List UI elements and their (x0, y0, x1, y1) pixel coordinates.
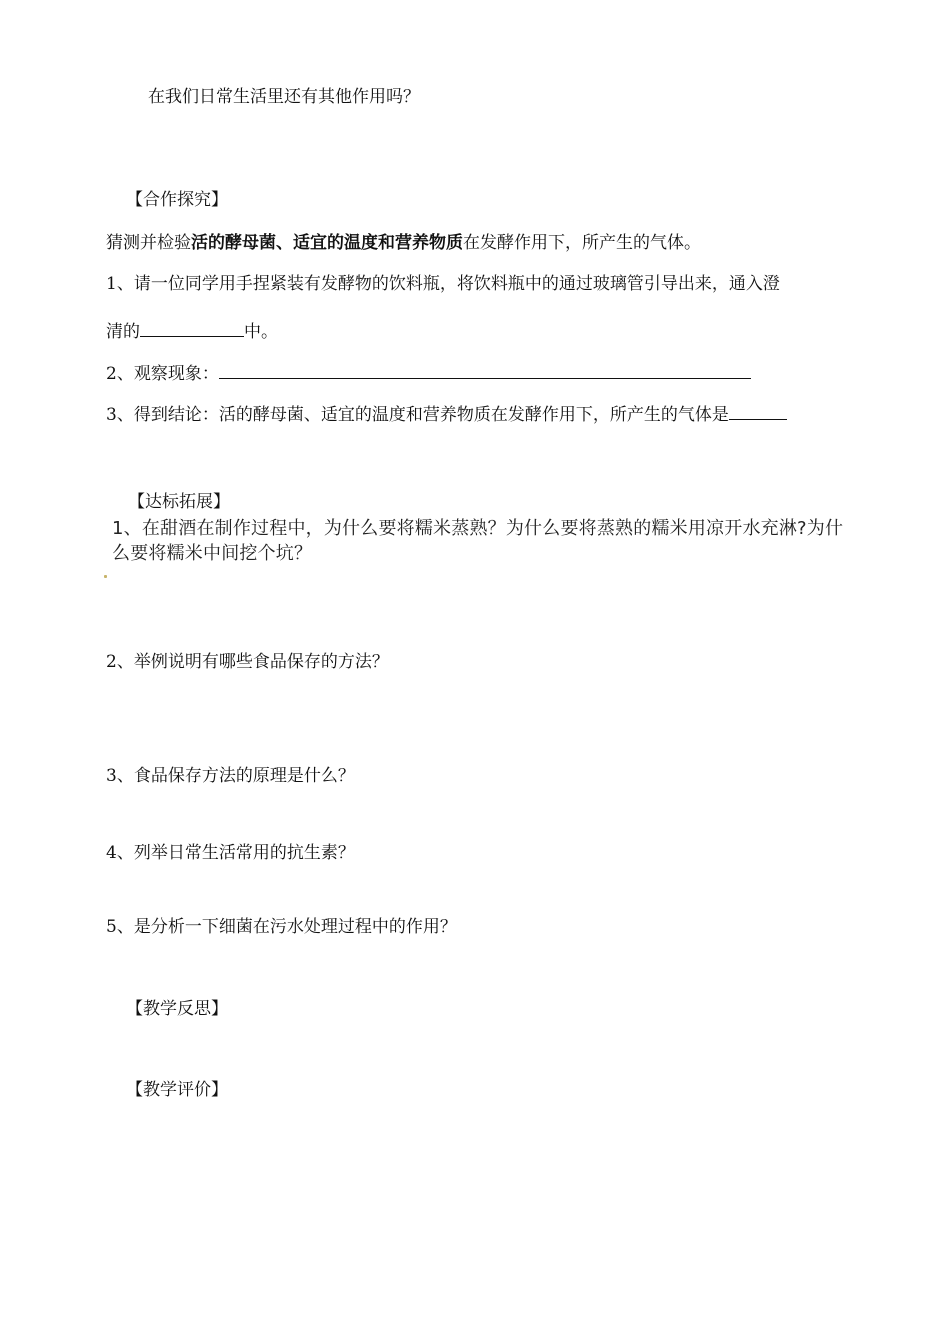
extension-q4: 4、列举日常生活常用的抗生素？ (106, 843, 355, 863)
step1-line2 (106, 321, 278, 343)
extension-q2: 2、举例说明有哪些食品保存的方法？ (106, 652, 389, 672)
step2-label: 2、观察现象： (106, 364, 219, 384)
cooperate-task (106, 232, 701, 254)
task-prefix: 猜测并检验 (106, 233, 191, 253)
extension-q5: 5、是分析一下细菌在污水处理过程中的作用？ (106, 917, 457, 937)
step2-line (106, 363, 751, 385)
step3-line (106, 404, 787, 426)
task-suffix: 在发酵作用下，所产生的气体。 (463, 233, 701, 253)
step1-line1: 1、请一位同学用手捏紧装有发酵物的饮料瓶，将饮料瓶中的通过玻璃管引导出来，通入澄 (106, 274, 780, 294)
reflection-heading: 【教学反思】 (126, 999, 228, 1019)
step2-blank (219, 363, 751, 379)
cooperate-heading: 【合作探究】 (126, 190, 228, 210)
extension-q1-line2: 么要将糯米中间挖个坑？ (112, 543, 313, 564)
evaluation-heading: 【教学评价】 (126, 1080, 228, 1100)
step1-suffix: 中。 (244, 322, 278, 342)
step3-blank (729, 404, 787, 420)
extension-q1-line1: 1、在甜酒在制作过程中，为什么要将糯米蒸熟？为什么要将蒸熟的糯米用凉开水充淋?为什 (112, 518, 844, 539)
task-bold-text: 活的酵母菌、适宜的温度和营养物质 (191, 233, 463, 253)
scan-speck (104, 575, 107, 578)
step3-label: 3、得到结论：活的酵母菌、适宜的温度和营养物质在发酵作用下，所产生的气体是 (106, 405, 729, 425)
extension-q3: 3、食品保存方法的原理是什么？ (106, 766, 355, 786)
intro-question: 在我们日常生活里还有其他作用吗？ (148, 87, 420, 107)
extension-heading: 【达标拓展】 (128, 492, 230, 512)
step1-blank (140, 321, 244, 337)
step1-prefix: 清的 (106, 322, 140, 342)
